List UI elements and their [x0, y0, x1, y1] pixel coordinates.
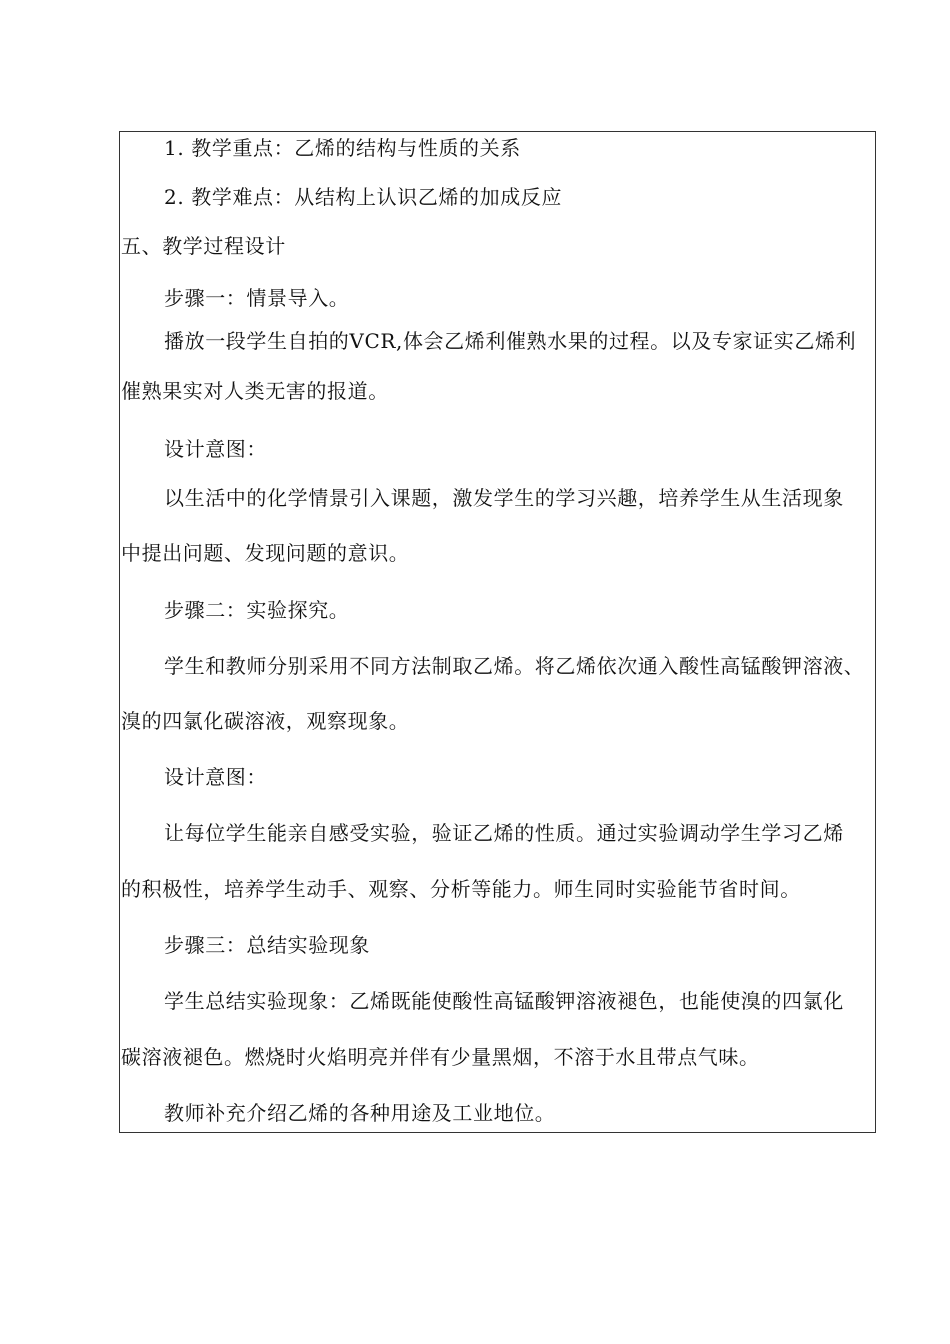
step1-text-line2: 催熟果实对人类无害的报道。	[121, 379, 389, 403]
table-cell-border	[119, 131, 876, 1133]
teaching-key-point: 1. 教学重点：乙烯的结构与性质的关系	[164, 136, 521, 160]
step2-intent-label: 设计意图：	[164, 765, 267, 789]
step1-text-line1: 播放一段学生自拍的VCR,体会乙烯利催熟水果的过程。以及专家证实乙烯利	[164, 329, 857, 353]
section-heading-teaching-process: 五、教学过程设计	[121, 234, 286, 258]
step3-text-line2: 碳溶液褪色。燃烧时火焰明亮并伴有少量黑烟，不溶于水且带点气味。	[121, 1045, 760, 1069]
step3-teacher-note: 教师补充介绍乙烯的各种用途及工业地位。	[164, 1101, 556, 1125]
step3-text-line1: 学生总结实验现象：乙烯既能使酸性高锰酸钾溶液褪色，也能使溴的四氯化	[164, 989, 844, 1013]
step1-intent-line1: 以生活中的化学情景引入课题，激发学生的学习兴趣，培养学生从生活现象	[164, 486, 844, 510]
step2-text-line2: 溴的四氯化碳溶液，观察现象。	[121, 709, 410, 733]
step2-text-line1: 学生和教师分别采用不同方法制取乙烯。将乙烯依次通入酸性高锰酸钾溶液、	[164, 654, 865, 678]
step3-title: 步骤三：总结实验现象	[164, 933, 370, 957]
step2-intent-line1: 让每位学生能亲自感受实验，验证乙烯的性质。通过实验调动学生学习乙烯	[164, 821, 844, 845]
step1-title: 步骤一：情景导入。	[164, 286, 350, 310]
step2-title: 步骤二：实验探究。	[164, 598, 350, 622]
step1-intent-label: 设计意图：	[164, 437, 267, 461]
step2-intent-line2: 的积极性，培养学生动手、观察、分析等能力。师生同时实验能节省时间。	[121, 877, 801, 901]
teaching-difficult-point: 2. 教学难点：从结构上认识乙烯的加成反应	[164, 185, 563, 209]
step1-intent-line2: 中提出问题、发现问题的意识。	[121, 541, 410, 565]
